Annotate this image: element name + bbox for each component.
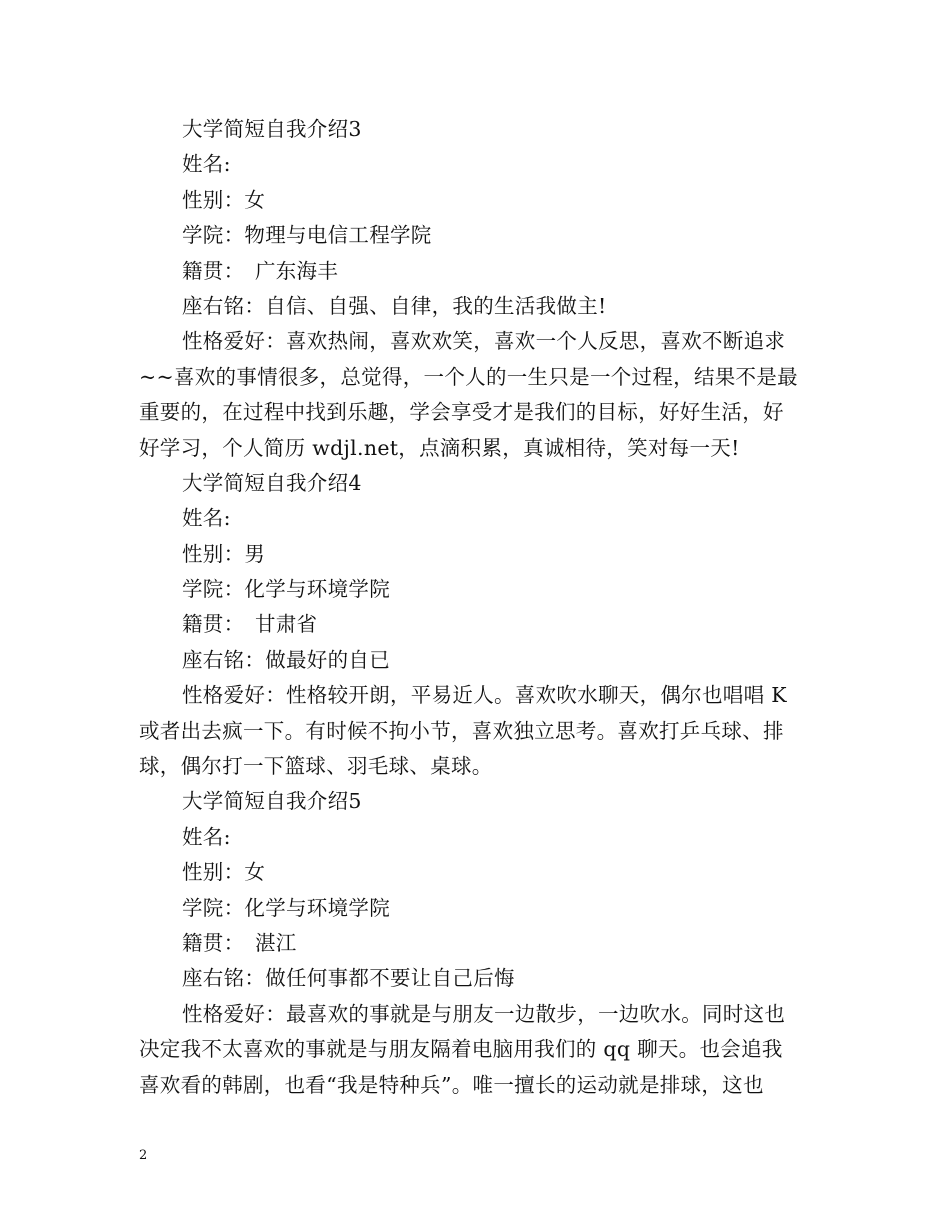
- hobbies-paragraph-line: 或者出去疯一下。有时候不拘小节，喜欢独立思考。喜欢打乒乓球、排: [139, 718, 784, 743]
- hobbies-paragraph-line: 好学习，个人简历 wdjl.net，点滴积累，真诚相待，笑对每一天!: [139, 435, 740, 460]
- hobbies-paragraph-line: ~~喜欢的事情很多，总觉得，一个人的一生只是一个过程，结果不是最: [139, 364, 798, 389]
- hobbies-paragraph-line: 性格爱好：最喜欢的事就是与朋友一边散步，一边吹水。同时这也: [182, 1001, 786, 1026]
- name-field: 姓名:: [182, 152, 231, 177]
- gender-field: 性别：男: [182, 541, 266, 566]
- college-field: 学院：化学与环境学院: [182, 577, 390, 602]
- section-heading-4: 大学简短自我介绍4: [182, 470, 362, 495]
- hobbies-paragraph-line: 性格爱好：喜欢热闹，喜欢欢笑，喜欢一个人反思，喜欢不断追求: [182, 329, 786, 354]
- hobbies-paragraph-line: 决定我不太喜欢的事就是与朋友隔着电脑用我们的 qq 聊天。也会追我: [139, 1037, 783, 1062]
- hometown-field: 籍贯： 湛江: [182, 930, 297, 955]
- college-field: 学院：物理与电信工程学院: [182, 223, 432, 248]
- section-heading-3: 大学简短自我介绍3: [182, 117, 362, 141]
- hobbies-paragraph-line: 球，偶尔打一下篮球、羽毛球、桌球。: [139, 754, 493, 779]
- college-field: 学院：化学与环境学院: [182, 895, 390, 920]
- name-field: 姓名:: [182, 824, 231, 849]
- document-body: [139, 112, 813, 1103]
- hometown-field: 籍贯： 甘肃省: [182, 612, 318, 637]
- hobbies-paragraph-line: 性格爱好：性格较开朗，平易近人。喜欢吹水聊天，偶尔也唱唱 K: [182, 683, 787, 708]
- motto-field: 座右铭：做任何事都不要让自己后悔: [182, 966, 515, 991]
- gender-field: 性别：女: [182, 187, 266, 212]
- hobbies-paragraph-line: 喜欢看的韩剧，也看“我是特种兵”。唯一擅长的运动就是排球，这也: [139, 1072, 764, 1097]
- hobbies-paragraph-line: 重要的，在过程中找到乐趣，学会享受才是我们的目标，好好生活，好: [139, 400, 784, 425]
- section-heading-5: 大学简短自我介绍5: [182, 789, 362, 814]
- gender-field: 性别：女: [182, 860, 266, 885]
- hometown-field: 籍贯： 广东海丰: [182, 258, 339, 283]
- motto-field: 座右铭：做最好的自已: [182, 647, 390, 672]
- name-field: 姓名:: [182, 506, 231, 531]
- motto-field: 座右铭：自信、自强、自律，我的生活我做主!: [182, 293, 607, 318]
- page-number: 2: [139, 1148, 148, 1163]
